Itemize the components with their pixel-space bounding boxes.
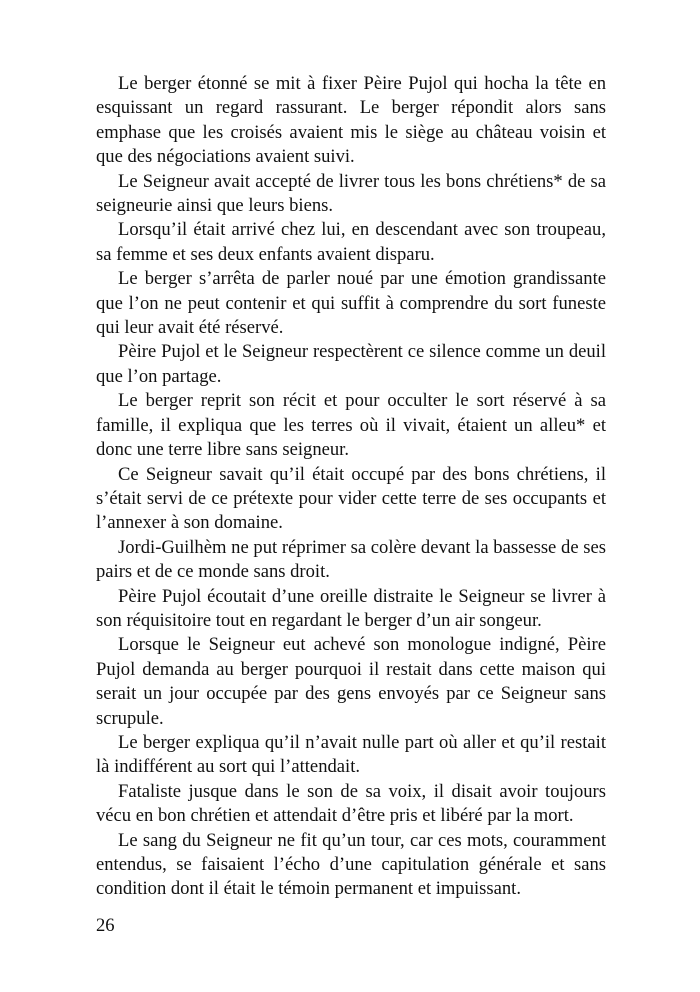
paragraph: Le berger reprit son récit et pour occulter le sort réservé à sa famille, il expliqua que les terres où il vivait, étaient un alleu* et donc une terre libre sans seigneur. [96,390,606,461]
paragraph: Fataliste jusque dans le son de sa voix, il disait avoir toujours vécu en bon chrétien et attendait d’être pris et libéré par la mort. [96,780,606,827]
paragraph: Le berger expliqua qu’il n’avait nulle part où aller et qu’il restait là indifférent au sort qui l’attendait. [96,731,606,778]
page-body [96,72,606,902]
paragraph: Le berger étonné se mit à fixer Pèire Pujol qui hocha la tête en esquissant un regard rassurant. Le berger répondit alors sans emphase que les croisés avaient mis le siège au château voisin et que des négociations avaient suivi. [96,73,606,168]
paragraph: Lorsqu’il était arrivé chez lui, en descendant avec son troupeau, sa femme et ses deux enfants avaient disparu. [96,219,606,265]
paragraph: Pèire Pujol et le Seigneur respectèrent ce silence comme un deuil que l’on partage. [96,341,606,387]
paragraph: Jordi-Guilhèm ne put réprimer sa colère devant la bassesse de ses pairs et de ce monde sans droit. [96,536,606,583]
paragraph: Pèire Pujol écoutait d’une oreille distraite le Seigneur se livrer à son réquisitoire tout en regardant le berger d’un air songeur. [96,585,606,631]
page-number: 26 [96,915,115,936]
paragraph: Lorsque le Seigneur eut achevé son monologue indigné, Pèire Pujol demanda au berger pourquoi il restait dans cette maison qui serait un jour occupée par des gens envoyés par ce Seigneur sans scrupule. [96,634,606,729]
paragraph: Le sang du Seigneur ne fit qu’un tour, car ces mots, couramment entendus, se faisaient l’écho d’une capitulation générale et sans condition dont il était le témoin permanent et impuissant. [96,829,606,900]
paragraph: Ce Seigneur savait qu’il était occupé par des bons chrétiens, il s’était servi de ce prétexte pour vider cette terre de ses occupants et l’annexer à son domaine. [96,463,606,534]
paragraph: Le Seigneur avait accepté de livrer tous les bons chrétiens* de sa seigneurie ainsi que leurs biens. [96,170,606,217]
paragraph: Le berger s’arrêta de parler noué par une émotion grandissante que l’on ne peut contenir et qui suffit à comprendre du sort funeste qui leur avait été réservé. [96,268,606,339]
